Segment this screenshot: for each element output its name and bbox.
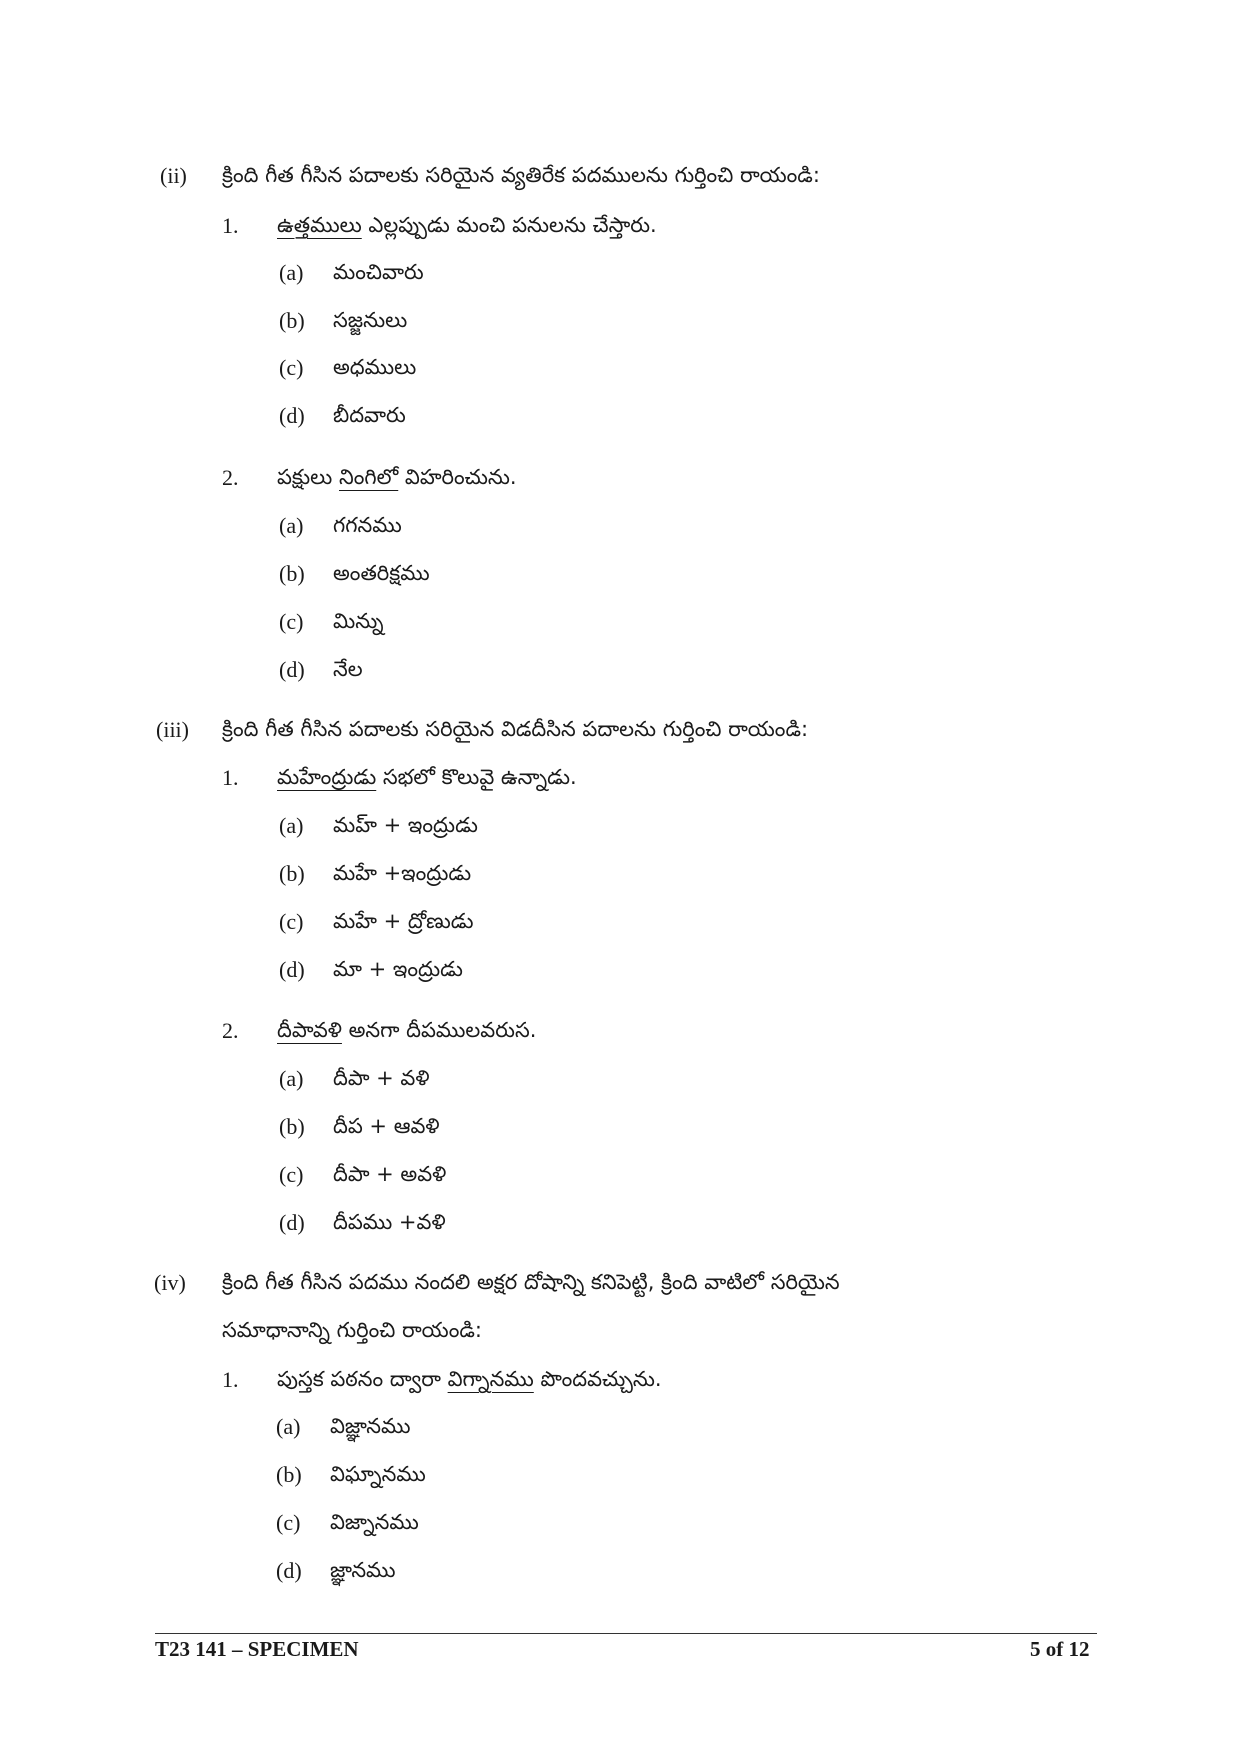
option-text: జ్ఞానము bbox=[330, 1558, 396, 1582]
option-text: విజ్ఞానము bbox=[330, 1414, 411, 1438]
question-text: ఉత్తములు ఎల్లప్పుడు మంచి పనులను చేస్తారు. bbox=[277, 213, 657, 237]
option-label: (c) bbox=[279, 609, 304, 634]
question-number: 2. bbox=[222, 465, 239, 490]
option-label: (d) bbox=[276, 1558, 302, 1583]
option-text: బీదవారు bbox=[333, 403, 406, 427]
option-text: మహే +ఇంద్రుడు bbox=[333, 861, 472, 885]
option-label: (c) bbox=[276, 1510, 301, 1535]
footer-rule bbox=[155, 1633, 1097, 1634]
option-label: (a) bbox=[276, 1414, 301, 1439]
option-label: (a) bbox=[279, 1066, 304, 1091]
option-text: మహే + ద్రోణుడు bbox=[333, 909, 474, 933]
underlined-word: దీపావళి bbox=[277, 1018, 342, 1042]
underlined-word: విగ్నానము bbox=[447, 1367, 534, 1391]
option-label: (d) bbox=[279, 657, 305, 682]
option-text: సజ్జనులు bbox=[333, 308, 408, 332]
option-label: (c) bbox=[279, 355, 304, 380]
option-text: దీపా + అవళి bbox=[333, 1162, 447, 1186]
page-number: 5 of 12 bbox=[1030, 1637, 1090, 1661]
section-iv-label: (iv) bbox=[154, 1270, 186, 1295]
option-label: (b) bbox=[276, 1462, 302, 1487]
option-text: మహ్ + ఇంద్రుడు bbox=[333, 813, 478, 837]
option-label: (b) bbox=[279, 308, 305, 333]
option-label: (c) bbox=[279, 1162, 304, 1187]
section-iv-instruction-line2: సమాధానాన్ని గుర్తించి రాయండి: bbox=[222, 1318, 482, 1342]
option-text: అధములు bbox=[333, 355, 417, 379]
section-iv-instruction-line1: క్రింది గీత గీసిన పదము నందలి అక్షర దోషాన్ని కనిపెట్టి, క్రింది వాటిలో సరియైన bbox=[222, 1270, 840, 1294]
option-text: నేల bbox=[333, 657, 363, 681]
option-text: మిన్ను bbox=[333, 609, 384, 633]
question-number: 2. bbox=[222, 1018, 239, 1043]
section-ii-instruction: క్రింది గీత గీసిన పదాలకు సరియైన వ్యతిరేక పదములను గుర్తించి రాయండి: bbox=[222, 163, 820, 187]
option-label: (b) bbox=[279, 861, 305, 886]
option-text: దీపా + వళి bbox=[333, 1066, 430, 1090]
option-label: (a) bbox=[279, 513, 304, 538]
option-text: అంతరిక్షము bbox=[333, 561, 430, 585]
question-text: పక్షులు నింగిలో విహరించును. bbox=[277, 465, 517, 489]
option-text: దీప + ఆవళి bbox=[333, 1114, 440, 1138]
option-label: (d) bbox=[279, 957, 305, 982]
question-text: మహేంద్రుడు సభలో కొలువై ఉన్నాడు. bbox=[277, 765, 577, 789]
question-text: దీపావళి అనగా దీపములవరుస. bbox=[277, 1018, 537, 1042]
section-iii-label: (iii) bbox=[156, 717, 189, 742]
option-label: (d) bbox=[279, 403, 305, 428]
option-label: (a) bbox=[279, 813, 304, 838]
question-number: 1. bbox=[222, 1367, 239, 1392]
underlined-word: మహేంద్రుడు bbox=[277, 765, 377, 789]
option-text: మంచివారు bbox=[333, 260, 424, 284]
option-text: విజ్నానము bbox=[330, 1510, 419, 1534]
question-text: పుస్తక పఠనం ద్వారా విగ్నానము పొందవచ్చును. bbox=[277, 1367, 662, 1391]
option-label: (a) bbox=[279, 260, 304, 285]
option-label: (d) bbox=[279, 1210, 305, 1235]
option-label: (b) bbox=[279, 1114, 305, 1139]
option-label: (c) bbox=[279, 909, 304, 934]
option-text: దీపము +వళి bbox=[333, 1210, 446, 1234]
option-label: (b) bbox=[279, 561, 305, 586]
underlined-word: ఉత్తములు bbox=[277, 213, 362, 237]
question-number: 1. bbox=[222, 765, 239, 790]
option-text: మా + ఇంద్రుడు bbox=[333, 957, 463, 981]
option-text: గగనము bbox=[333, 513, 402, 537]
paper-code: T23 141 – SPECIMEN bbox=[155, 1637, 359, 1661]
option-text: విఘ్నానము bbox=[330, 1462, 426, 1486]
section-iii-instruction: క్రింది గీత గీసిన పదాలకు సరియైన విడదీసిన పదాలను గుర్తించి రాయండి: bbox=[222, 717, 809, 741]
underlined-word: నింగిలో bbox=[339, 465, 399, 489]
question-number: 1. bbox=[222, 213, 239, 238]
section-ii-label: (ii) bbox=[160, 163, 187, 188]
